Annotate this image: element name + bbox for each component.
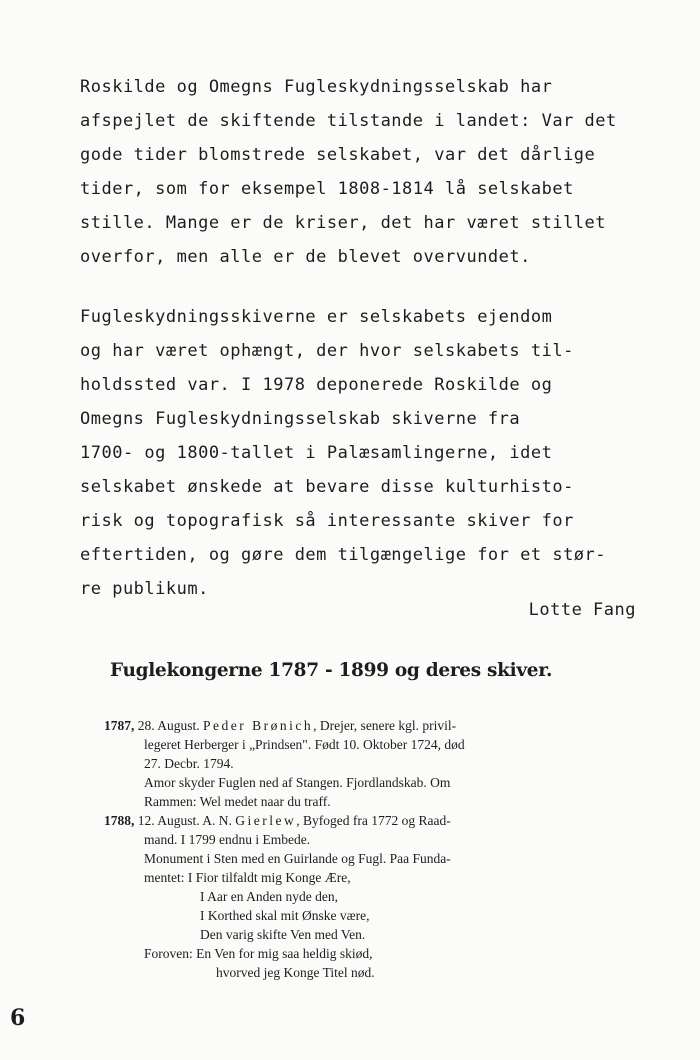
entry-text: , Byfoged fra 1772 og Raad-	[296, 813, 451, 828]
verse-line: hvorved jeg Konge Titel nød.	[216, 965, 375, 980]
entry-line: mand. I 1799 endnu i Embede.	[144, 832, 311, 847]
text-line: stille. Mange er de kriser, det har været stillet	[80, 213, 607, 233]
entry-date: 28. August.	[134, 718, 204, 733]
text-line: afspejlet de skiftende tilstande i landet: Var det	[80, 111, 617, 131]
entry-year: 1787,	[104, 718, 135, 733]
entry-line: mentet: I Fior tilfaldt mig Konge Ære,	[144, 870, 351, 885]
text-line: eftertiden, og gøre dem tilgængelige for et stør-	[80, 545, 607, 565]
text-line: selskabet ønskede at bevare disse kulturhisto-	[80, 477, 574, 497]
entry-line	[104, 944, 624, 963]
text-line: gode tider blomstrede selskabet, var det dårlige	[80, 145, 596, 165]
entry-1788	[104, 811, 624, 982]
text-line: Roskilde og Omegns Fugleskydningsselskab har	[80, 77, 553, 97]
text-line: Omegns Fugleskydningsselskab skiverne fra	[80, 409, 521, 429]
text-line: risk og topografisk så interessante skiver for	[80, 511, 574, 531]
entry-name: Peder Brønich	[203, 718, 314, 733]
foroven-text: En Ven for mig saa heldig skiød,	[192, 946, 373, 961]
foroven-label: Foroven:	[144, 946, 193, 961]
verse-line: Den varig skifte Ven med Ven.	[200, 927, 366, 942]
intro-paragraph-1	[80, 70, 650, 274]
text-line: re publikum.	[80, 579, 209, 599]
verse-line: I Aar en Anden nyde den,	[200, 889, 338, 904]
entry-line: Monument i Sten med en Guirlande og Fugl. Paa Funda-	[144, 851, 451, 866]
entry-year: 1788,	[104, 813, 135, 828]
entry-line: 27. Decbr. 1794.	[144, 756, 234, 771]
text-line: tider, som for eksempel 1808-1814 lå selskabet	[80, 179, 574, 199]
entry-line: Rammen: Wel medet naar du traff.	[144, 794, 331, 809]
verse-line: I Korthed skal mit Ønske være,	[200, 908, 370, 923]
entry-first-line	[104, 811, 624, 830]
entry-first-line	[104, 716, 624, 735]
entry-1787	[104, 716, 624, 811]
text-line: 1700- og 1800-tallet i Palæsamlingerne, idet	[80, 443, 553, 463]
text-line: overfor, men alle er de blevet overvundet.	[80, 247, 531, 267]
entry-text: , Drejer, senere kgl. privil-	[313, 718, 457, 733]
section-heading: Fuglekongerne 1787 - 1899 og deres skiver.	[110, 660, 553, 681]
entry-date: 12. August. A. N.	[134, 813, 236, 828]
entry-line: Amor skyder Fuglen ned af Stangen. Fjordlandskab. Om	[144, 775, 451, 790]
entry-line: legeret Herberger i „Prindsen". Født 10. Oktober 1724, død	[144, 737, 465, 752]
page-number: 6	[10, 1005, 26, 1031]
author-signature: Lotte Fang	[528, 600, 636, 620]
text-line: og har været ophængt, der hvor selskabets til-	[80, 341, 574, 361]
entry-name: Gierlew	[235, 813, 297, 828]
intro-paragraph-2	[80, 300, 650, 606]
text-line: Fugleskydningsskiverne er selskabets ejendom	[80, 307, 553, 327]
text-line: holdssted var. I 1978 deponerede Roskilde og	[80, 375, 553, 395]
